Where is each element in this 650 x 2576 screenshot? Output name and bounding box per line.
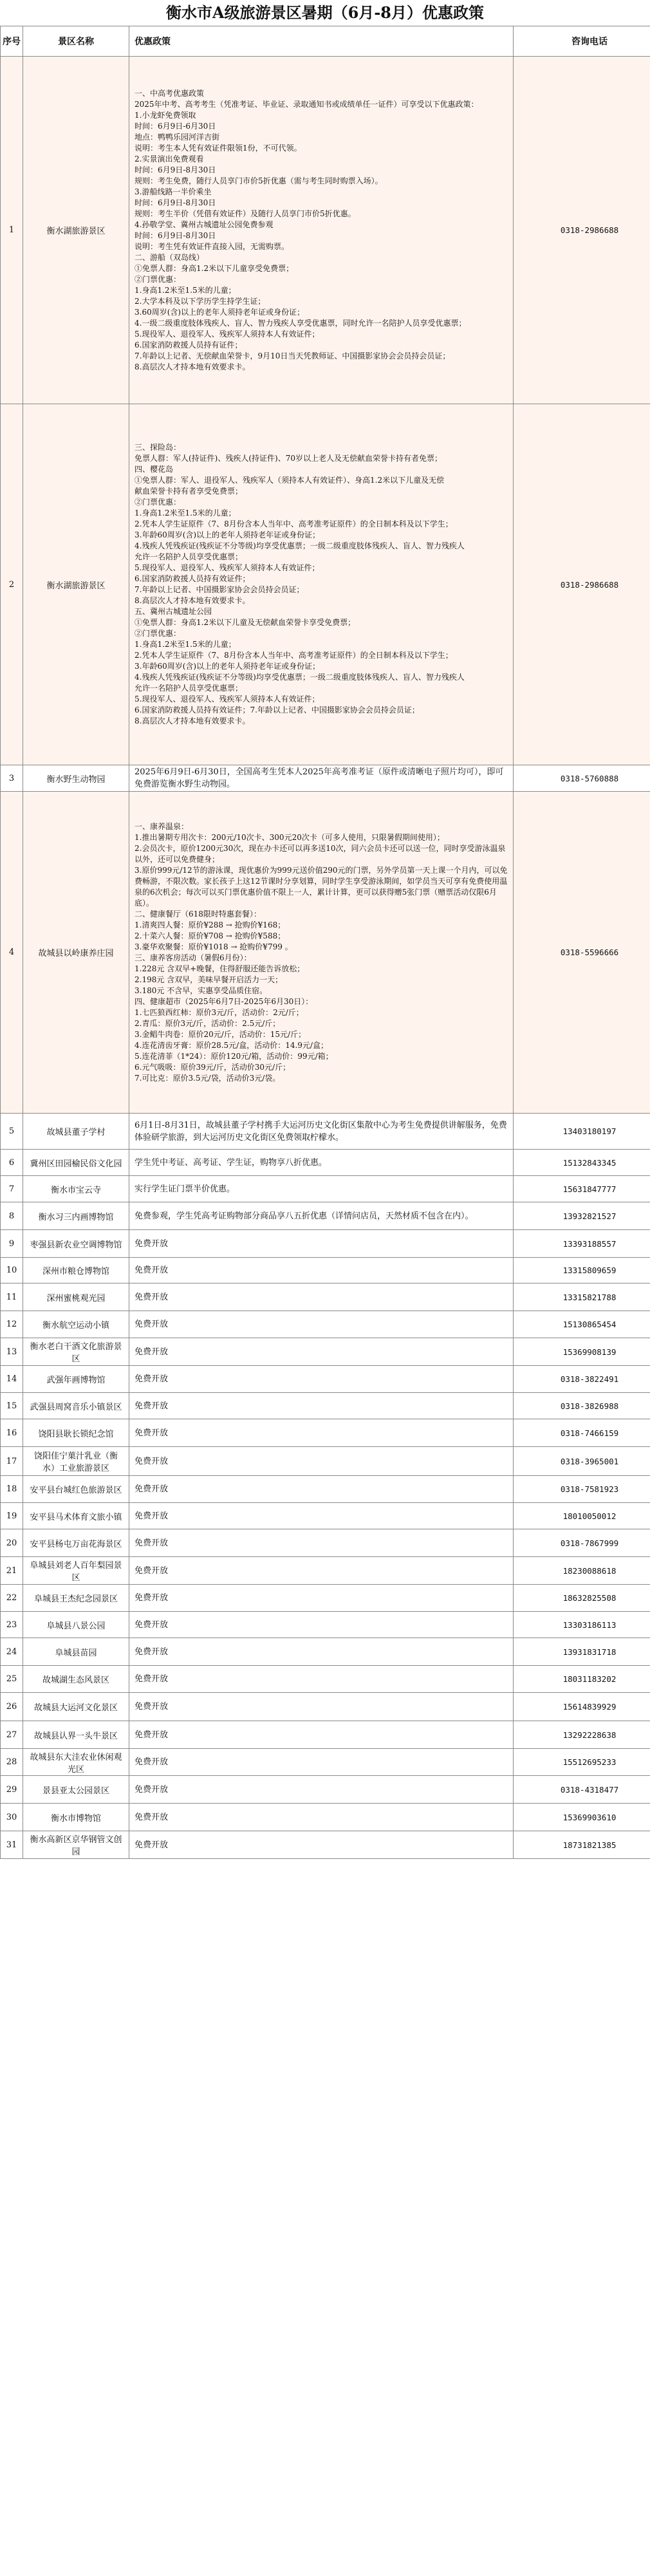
header-phone: 咨询电话	[514, 26, 650, 57]
cell-policy	[129, 1338, 514, 1366]
cell-serial-no: 12	[1, 1311, 23, 1338]
policy-text: 免费开放	[135, 1702, 169, 1712]
cell-policy	[129, 1831, 514, 1859]
cell-serial-no: 4	[1, 792, 23, 1114]
cell-phone: 0318-5596666	[514, 792, 650, 1114]
cell-phone: 13403180197	[514, 1114, 650, 1150]
cell-policy	[129, 1419, 514, 1447]
cell-serial-no: 26	[1, 1693, 23, 1721]
cell-scenic-name: 深州市粮仓博物馆	[23, 1258, 129, 1283]
cell-scenic-name: 饶阳县耿长锁纪念馆	[23, 1419, 129, 1447]
policy-text: 免费开放	[135, 1784, 169, 1795]
cell-phone: 0318-7581923	[514, 1476, 650, 1503]
cell-policy	[129, 1114, 514, 1150]
table-row	[1, 792, 650, 1114]
cell-policy	[129, 1476, 514, 1503]
cell-scenic-name: 衡水习三内画博物馆	[23, 1202, 129, 1230]
cell-serial-no: 1	[1, 57, 23, 404]
cell-scenic-name: 景县亚太公园景区	[23, 1776, 129, 1804]
table-row	[1, 1776, 650, 1804]
cell-phone: 18031183202	[514, 1666, 650, 1693]
cell-serial-no: 30	[1, 1804, 23, 1831]
cell-serial-no: 11	[1, 1283, 23, 1311]
policy-text: 免费开放	[135, 1538, 169, 1548]
cell-phone: 15631847777	[514, 1176, 650, 1202]
cell-scenic-name: 故城县东大洼农业休闲观光区	[23, 1749, 129, 1776]
table-row	[1, 1804, 650, 1831]
cell-scenic-name: 衡水老白干酒文化旅游景区	[23, 1338, 129, 1366]
table-row	[1, 1311, 650, 1338]
cell-scenic-name: 衡水野生动物园	[23, 765, 129, 792]
policy-text: 一、康养温泉： 1.推出暑期专用次卡：200元/10次卡、300元20次卡（可多人使用，只限暑假期间使用）； 2.会员次卡，原价1200元30次，现在办卡还可以再多送10次，同六会员卡还可以送一位，同时享受游泳温泉以外，还可以免费健身； 3.原价999元/12节的游泳课，现优惠价为999元送价值290元的门票，另外学员第一天上课一个月内，可以免费畅游，不限次数。家长孩子上这12节课时分享划算，同时学生享受游泳期间，如学员当天可享有免费使用温泉的6次机会；每次可以买门票优惠价值不限上一人，累计计算，更可以获得赠5张门票（赠票活动仅限6月底）。 二、健康餐厅（618限时特惠套餐）： 1.清爽四人餐：原价¥288 → 抢购价¥168； 2.十菜六人餐：原价¥708 → 抢购价¥588； 3.豪华欢聚餐：原价¥1018 → 抢购价¥799 。 三、康养客房活动（暑假6月份）： 1.228元 含双早+晚餐，住得舒服还能告诉放松； 2.198元 含双早，美味早餐开启活力一天； 3.180元 不含早，实惠享受品质住宿。 四、健康超市（2025年6月7日-2025年6月30日）： 1.七匹狼西红柿：原价3元/斤，活动价：2元/斤； 2.青瓜：原价3元/斤，活动价：2.5元/斤； 3.金鲳牛肉卷：原价20元/斤，活动价：15元/斤； 4.连花清齿牙膏：原价28.5元/盒，活动价：14.9元/盒； 5.连花清菲（1*24）：原价120元/箱，活动价：99元/箱； 6.元气吸吸：原价39元/斤，活动价30元/斤； 7.可比克：原价3.5元/袋，活动价3元/袋。	[135, 821, 508, 1083]
cell-phone: 15132843345	[514, 1150, 650, 1176]
policy-text: 免费开放	[135, 1619, 169, 1630]
table-row	[1, 1366, 650, 1393]
cell-phone: 0318-3965001	[514, 1447, 650, 1476]
cell-serial-no: 29	[1, 1776, 23, 1804]
policy-text: 免费开放	[135, 1730, 169, 1740]
table-body	[1, 57, 650, 1859]
cell-policy	[129, 1176, 514, 1202]
cell-scenic-name: 饶阳佳宁菓汁乳业（衡水）工业旅游景区	[23, 1447, 129, 1476]
cell-scenic-name: 衡水湖旅游景区	[23, 404, 129, 765]
cell-scenic-name: 衡水湖旅游景区	[23, 57, 129, 404]
cell-phone: 13303186113	[514, 1612, 650, 1638]
policy-table	[0, 26, 650, 1859]
cell-scenic-name: 衡水航空运动小镇	[23, 1311, 129, 1338]
cell-policy	[129, 1366, 514, 1393]
policy-text: 免费开放	[135, 1374, 169, 1384]
table-row	[1, 1202, 650, 1230]
policy-text: 免费开放	[135, 1647, 169, 1657]
cell-phone: 18731821385	[514, 1831, 650, 1859]
policy-text: 免费开放	[135, 1320, 169, 1329]
table-row	[1, 1176, 650, 1202]
cell-policy	[129, 1721, 514, 1749]
cell-serial-no: 23	[1, 1612, 23, 1638]
table-row	[1, 1503, 650, 1529]
cell-serial-no: 10	[1, 1258, 23, 1283]
cell-phone: 0318-7466159	[514, 1419, 650, 1447]
policy-text: 免费开放	[135, 1511, 169, 1521]
cell-policy	[129, 1503, 514, 1529]
table-row	[1, 1258, 650, 1283]
policy-text: 免费开放	[135, 1565, 169, 1576]
cell-policy	[129, 1311, 514, 1338]
policy-text: 免费开放	[135, 1347, 169, 1357]
table-row	[1, 1476, 650, 1503]
cell-serial-no: 14	[1, 1366, 23, 1393]
cell-phone: 0318-2986688	[514, 404, 650, 765]
cell-scenic-name: 故城县董子学村	[23, 1114, 129, 1150]
cell-scenic-name: 阜城县刘老人百年梨园景区	[23, 1557, 129, 1585]
cell-serial-no: 24	[1, 1638, 23, 1666]
cell-phone: 18010050012	[514, 1503, 650, 1529]
cell-serial-no: 21	[1, 1557, 23, 1585]
table-header-row	[1, 26, 650, 57]
cell-serial-no: 15	[1, 1393, 23, 1419]
cell-phone: 13932821527	[514, 1202, 650, 1230]
cell-policy	[129, 1612, 514, 1638]
cell-policy	[129, 1557, 514, 1585]
policy-text: 三、探险岛： 免票人群：军人(持证件)、残疾人(持证件)、70岁以上老人及无偿献血荣誉卡持有者免票； 四、樱花岛 ①免票人群：军人、退役军人、残疾军人（须持本人有效证件）、身高1.2米以下儿童及无偿 献血荣誉卡持有者享受免费票； ②门票优惠： 1.身高1.2米至1.5米的儿童； 2.凭本人学生证原件（7、8月份含本人当年中、高考准考证原件）的全日制本科及以下学生； 3.年龄60周岁(含)以上的老年人须持老年证或身份证； 4.残疾人凭残疾证(残疾证不分等级)均享受优惠票；一级二级重度肢体残疾人、盲人、智力残疾人 允许一名陪护人员享受优惠票； 5.现役军人、退役军人、残疾军人须持本人有效证件； 6.国家消防救援人员持有效证件； 7.年龄以上记者、中国摄影家协会会员持会员证； 8.高层次人才持本地有效要求卡。 五、冀州古城遗址公园 ①免票人群：身高1.2米以下儿童及无偿献血荣誉卡享受免费票； ②门票优惠： 1.身高1.2米至1.5米的儿童； 2.凭本人学生证原件（7、8月份含本人当年中、高考准考证原件）的全日制本科及以下学生； 3.年龄60周岁(含)以上的老年人须持老年证或身份证； 4.残疾人凭残疾证(残疾证不分等级)均享受优惠票；一级二级重度肢体残疾人、盲人、智力残疾人 允许一名陪护人员享受优惠票； 5.现役军人、退役军人、残疾军人须持本人有效证件； 6.国家消防救援人员持有效证件；7.年龄以上记者、中国摄影家协会会员持会员证； 8.高层次人才持本地有效要求卡。	[135, 443, 465, 725]
cell-phone: 0318-4318477	[514, 1776, 650, 1804]
table-row	[1, 1393, 650, 1419]
policy-text: 免费开放	[135, 1456, 169, 1466]
cell-phone: 18632825508	[514, 1585, 650, 1612]
table-row	[1, 1529, 650, 1557]
cell-serial-no: 6	[1, 1150, 23, 1176]
cell-policy	[129, 404, 514, 765]
cell-scenic-name: 枣强县新农业空调博物馆	[23, 1230, 129, 1258]
cell-phone: 15369903610	[514, 1804, 650, 1831]
cell-policy	[129, 1393, 514, 1419]
cell-phone: 0318-7867999	[514, 1529, 650, 1557]
header-scenic-name: 景区名称	[23, 26, 129, 57]
cell-phone: 15130865454	[514, 1311, 650, 1338]
policy-text: 6月1日-8月31日，故城县董子学村携手大运河历史文化街区集散中心为考生免费提供讲解服务，免费体验研学旅游，到大运河历史文化街区免费领取柠檬水。	[135, 1120, 507, 1143]
cell-scenic-name: 武强年画博物馆	[23, 1366, 129, 1393]
table-row	[1, 1557, 650, 1585]
cell-policy	[129, 1150, 514, 1176]
cell-phone: 0318-3826988	[514, 1393, 650, 1419]
table-row	[1, 1338, 650, 1366]
table-row	[1, 1666, 650, 1693]
cell-scenic-name: 深州蜜桃观光园	[23, 1283, 129, 1311]
cell-scenic-name: 冀州区田园榆民俗文化园	[23, 1150, 129, 1176]
cell-phone: 0318-2986688	[514, 57, 650, 404]
cell-scenic-name: 故城湖生态风景区	[23, 1666, 129, 1693]
cell-phone: 13315821788	[514, 1283, 650, 1311]
policy-text: 免费开放	[135, 1674, 169, 1684]
cell-policy	[129, 1804, 514, 1831]
table-row	[1, 1693, 650, 1721]
page-title: 衡水市A级旅游景区暑期（6月-8月）优惠政策	[0, 0, 650, 26]
cell-serial-no: 31	[1, 1831, 23, 1859]
cell-serial-no: 9	[1, 1230, 23, 1258]
cell-phone: 0318-5760888	[514, 765, 650, 792]
cell-policy	[129, 1202, 514, 1230]
header-policy: 优惠政策	[129, 26, 514, 57]
cell-serial-no: 19	[1, 1503, 23, 1529]
cell-scenic-name: 故城县大运河文化景区	[23, 1693, 129, 1721]
cell-phone: 13315809659	[514, 1258, 650, 1283]
table-row	[1, 57, 650, 404]
cell-phone: 13931831718	[514, 1638, 650, 1666]
cell-scenic-name: 安平县马术体育文旅小镇	[23, 1503, 129, 1529]
policy-text: 免费开放	[135, 1265, 169, 1275]
table-row	[1, 1230, 650, 1258]
table-row	[1, 1114, 650, 1150]
table-row	[1, 1612, 650, 1638]
table-row	[1, 1150, 650, 1176]
policy-text: 免费开放	[135, 1484, 169, 1494]
cell-serial-no: 3	[1, 765, 23, 792]
cell-policy	[129, 1666, 514, 1693]
cell-serial-no: 20	[1, 1529, 23, 1557]
table-row	[1, 1419, 650, 1447]
cell-serial-no: 27	[1, 1721, 23, 1749]
cell-policy	[129, 1230, 514, 1258]
cell-phone: 15369908139	[514, 1338, 650, 1366]
cell-scenic-name: 衡水市博物馆	[23, 1804, 129, 1831]
cell-policy	[129, 1776, 514, 1804]
cell-policy	[129, 1283, 514, 1311]
cell-scenic-name: 安平县台城红色旅游景区	[23, 1476, 129, 1503]
cell-serial-no: 25	[1, 1666, 23, 1693]
cell-serial-no: 17	[1, 1447, 23, 1476]
cell-policy	[129, 765, 514, 792]
cell-scenic-name: 故城县认界一头牛景区	[23, 1721, 129, 1749]
cell-policy	[129, 1693, 514, 1721]
table-row	[1, 1831, 650, 1859]
cell-serial-no: 28	[1, 1749, 23, 1776]
table-row	[1, 1447, 650, 1476]
cell-phone: 13393188557	[514, 1230, 650, 1258]
cell-policy	[129, 57, 514, 404]
policy-text: 一、中高考优惠政策 2025年中考、高考考生（凭准考证、毕业证、录取通知书或成绩单任一证件）可享受以下优惠政策： 1.小龙虾免费领取 时间：6月9日-6月30日 地点：鸭鸭乐园河洋吉街 说明：考生本人凭有效证件限领1份，不可代领。 2.实景演出免费观看 时间：6月9日-8月30日 规则：考生免费，随行人员享门市价5折优惠（需与考生同时购票入场）。 3.游船线路一半价乘坐 时间：6月9日-8月30日 规则：考生半价（凭借有效证件）及随行人员享门市价5折优惠。 4.孙敬学堂、冀州古城遗址公园免费参观 时间：6月9日-8月30日 说明：考生凭有效证件直接入园，无需购票。 二、游船（双岛线） ①免票人群：身高1.2米以下儿童享受免费票； ②门票优惠： 1.身高1.2米至1.5米的儿童； 2.大学本科及以下学历学生持学生证； 3.60周岁(含)以上的老年人须持老年证或身份证； 4.一级二级重度肢体残疾人、盲人、智力残疾人享受优惠票，同时允许一名陪护人员享受优惠票； 5.现役军人、退役军人、残疾军人须持本人有效证件； 6.国家消防救援人员持有证件； 7.年龄以上记者、无偿献血荣誉卡，9月10日当天凭教师证、中国摄影家协会会员持会员证； 8.高层次人才持本地有效要求卡。	[135, 88, 479, 371]
cell-policy	[129, 1447, 514, 1476]
cell-scenic-name: 衡水高新区京华钢管文创园	[23, 1831, 129, 1859]
policy-text: 免费开放	[135, 1292, 169, 1302]
table-row	[1, 1585, 650, 1612]
policy-text: 免费开放	[135, 1401, 169, 1411]
policy-text: 实行学生证门票半价优惠。	[135, 1184, 236, 1194]
table-row	[1, 1721, 650, 1749]
policy-text: 免费开放	[135, 1428, 169, 1438]
cell-scenic-name: 阜城县王杰纪念园景区	[23, 1585, 129, 1612]
cell-serial-no: 13	[1, 1338, 23, 1366]
cell-serial-no: 18	[1, 1476, 23, 1503]
cell-policy	[129, 1638, 514, 1666]
cell-serial-no: 8	[1, 1202, 23, 1230]
cell-policy	[129, 1749, 514, 1776]
table-row	[1, 1283, 650, 1311]
policy-text: 2025年6月9日-6月30日，全国高考生凭本人2025年高考准考证（原件或清晰电子照片均可），即可免费游览衡水野生动物园。	[135, 767, 504, 789]
cell-scenic-name: 衡水市宝云寺	[23, 1176, 129, 1202]
cell-phone: 18230088618	[514, 1557, 650, 1585]
cell-serial-no: 5	[1, 1114, 23, 1150]
cell-serial-no: 16	[1, 1419, 23, 1447]
policy-text: 学生凭中考证、高考证、学生证，购物享八折优惠。	[135, 1157, 328, 1168]
cell-scenic-name: 安平县杨屯万亩花海景区	[23, 1529, 129, 1557]
cell-phone: 13292228638	[514, 1721, 650, 1749]
cell-scenic-name: 武强县周窝音乐小镇景区	[23, 1393, 129, 1419]
cell-phone: 0318-3822491	[514, 1366, 650, 1393]
table-row	[1, 1638, 650, 1666]
cell-phone: 15614839929	[514, 1693, 650, 1721]
table-row	[1, 1749, 650, 1776]
policy-text: 免费开放	[135, 1593, 169, 1603]
policy-text: 免费开放	[135, 1238, 169, 1249]
table-row	[1, 404, 650, 765]
cell-serial-no: 2	[1, 404, 23, 765]
cell-policy	[129, 792, 514, 1114]
cell-phone: 15512695233	[514, 1749, 650, 1776]
table-row	[1, 765, 650, 792]
cell-serial-no: 22	[1, 1585, 23, 1612]
cell-scenic-name: 阜城县苗园	[23, 1638, 129, 1666]
policy-text: 免费开放	[135, 1812, 169, 1822]
cell-policy	[129, 1585, 514, 1612]
cell-policy	[129, 1258, 514, 1283]
cell-policy	[129, 1529, 514, 1557]
policy-text: 免费参观，学生凭高考证购物部分商品享八五折优惠（详情问店员，天然材质不包含在内）。	[135, 1211, 474, 1221]
cell-serial-no: 7	[1, 1176, 23, 1202]
cell-scenic-name: 阜城县八景公园	[23, 1612, 129, 1638]
policy-text: 免费开放	[135, 1757, 169, 1767]
policy-text: 免费开放	[135, 1840, 169, 1850]
header-serial-no: 序号	[1, 26, 23, 57]
cell-scenic-name: 故城县以岭康养庄园	[23, 792, 129, 1114]
